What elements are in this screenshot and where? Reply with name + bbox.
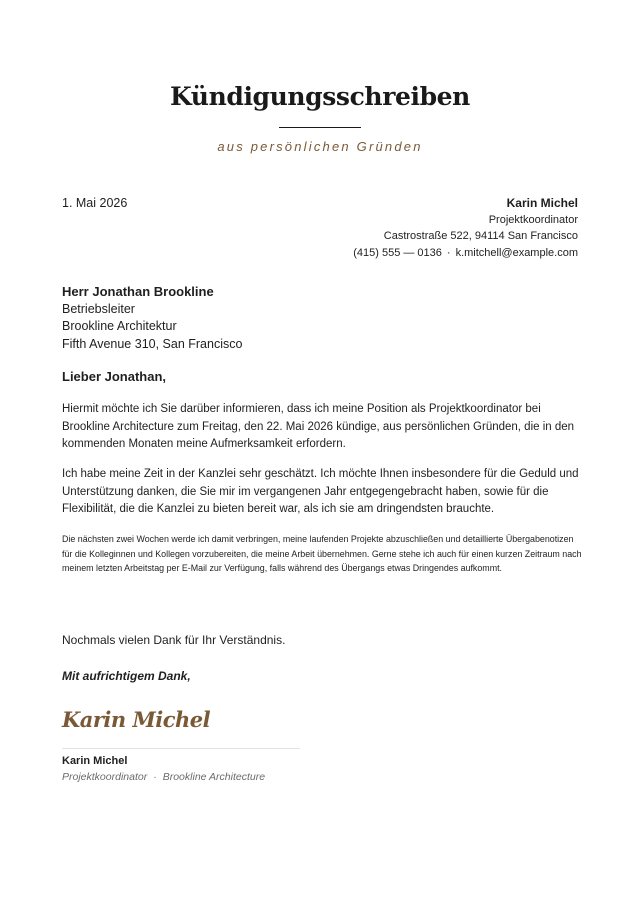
recipient-company: Brookline Architektur	[62, 319, 177, 333]
title-divider	[279, 127, 361, 128]
document-title: Kündigungsschreiben	[170, 82, 470, 111]
signature-divider	[62, 748, 300, 749]
recipient-address: Fifth Avenue 310, San Francisco	[62, 336, 243, 351]
sender-address: Castrostraße 522, 94114 San Francisco	[383, 230, 578, 242]
signer-company: Brookline Architecture	[162, 771, 266, 783]
thanks-line: Nochmals vielen Dank für Ihr Verständnis.	[62, 633, 286, 647]
recipient-role: Betriebsleiter	[62, 301, 135, 316]
signer-details	[62, 769, 265, 785]
signature: Karin Michel	[62, 707, 211, 732]
recipient-name: Herr Jonathan Brookline	[62, 284, 214, 299]
sender-role: Projektkoordinator	[488, 213, 578, 226]
document-subtitle: aus persönlichen Gründen	[217, 139, 423, 154]
sender-name: Karin Michel	[506, 196, 578, 210]
body-paragraph-1: Hiermit möchte ich Sie darüber informieren, dass ich meine Position als Projektkoordinator bei Brookline Architecture zum Freitag, den 22. Mai 2026 kündige, aus persönlichen Gründen, die in den kommenden Monaten meine Aufmerksamkeit erfordern.	[62, 403, 575, 451]
recipient-block	[62, 283, 242, 353]
letter-date: 1. Mai 2026	[62, 196, 128, 210]
signer-role: Projektkoordinator	[62, 771, 148, 783]
body-paragraph-3: Die nächsten zwei Wochen werde ich damit verbringen, meine laufenden Projekte abzuschließen und detaillierte Übergabenotizen für die Kolleginnen und Kollegen vorzubereiten, die meine Arbeit übernehmen. Gerne stehe ich auch für einen kurzen Zeitraum nach meinem letzten Arbeitstag per E-Mail zur Verfügung, falls während des Übergangs etwas Dringendes aufkommt.	[62, 534, 582, 574]
sender-phone: (415) 555 — 0136	[353, 246, 442, 259]
sender-block	[353, 195, 578, 261]
sender-email: k.mitchell@example.com	[455, 246, 578, 259]
closing-phrase: Mit aufrichtigem Dank,	[62, 669, 191, 683]
salutation: Lieber Jonathan,	[62, 369, 167, 384]
contact-separator: ·	[446, 246, 451, 259]
body-paragraph-2: Ich habe meine Zeit in der Kanzlei sehr geschätzt. Ich möchte Ihnen insbesondere für die Geduld und Unterstützung danken, die Sie mir im vergangenen Jahr entgegengebracht haben, sowie für die Flexibilität, die die Kanzlei zu bieten bereit war, als ich sie am dringendsten brauchte.	[62, 468, 579, 516]
sender-contact	[353, 245, 578, 262]
signer-separator: ·	[153, 771, 157, 783]
signer-name: Karin Michel	[62, 755, 128, 767]
